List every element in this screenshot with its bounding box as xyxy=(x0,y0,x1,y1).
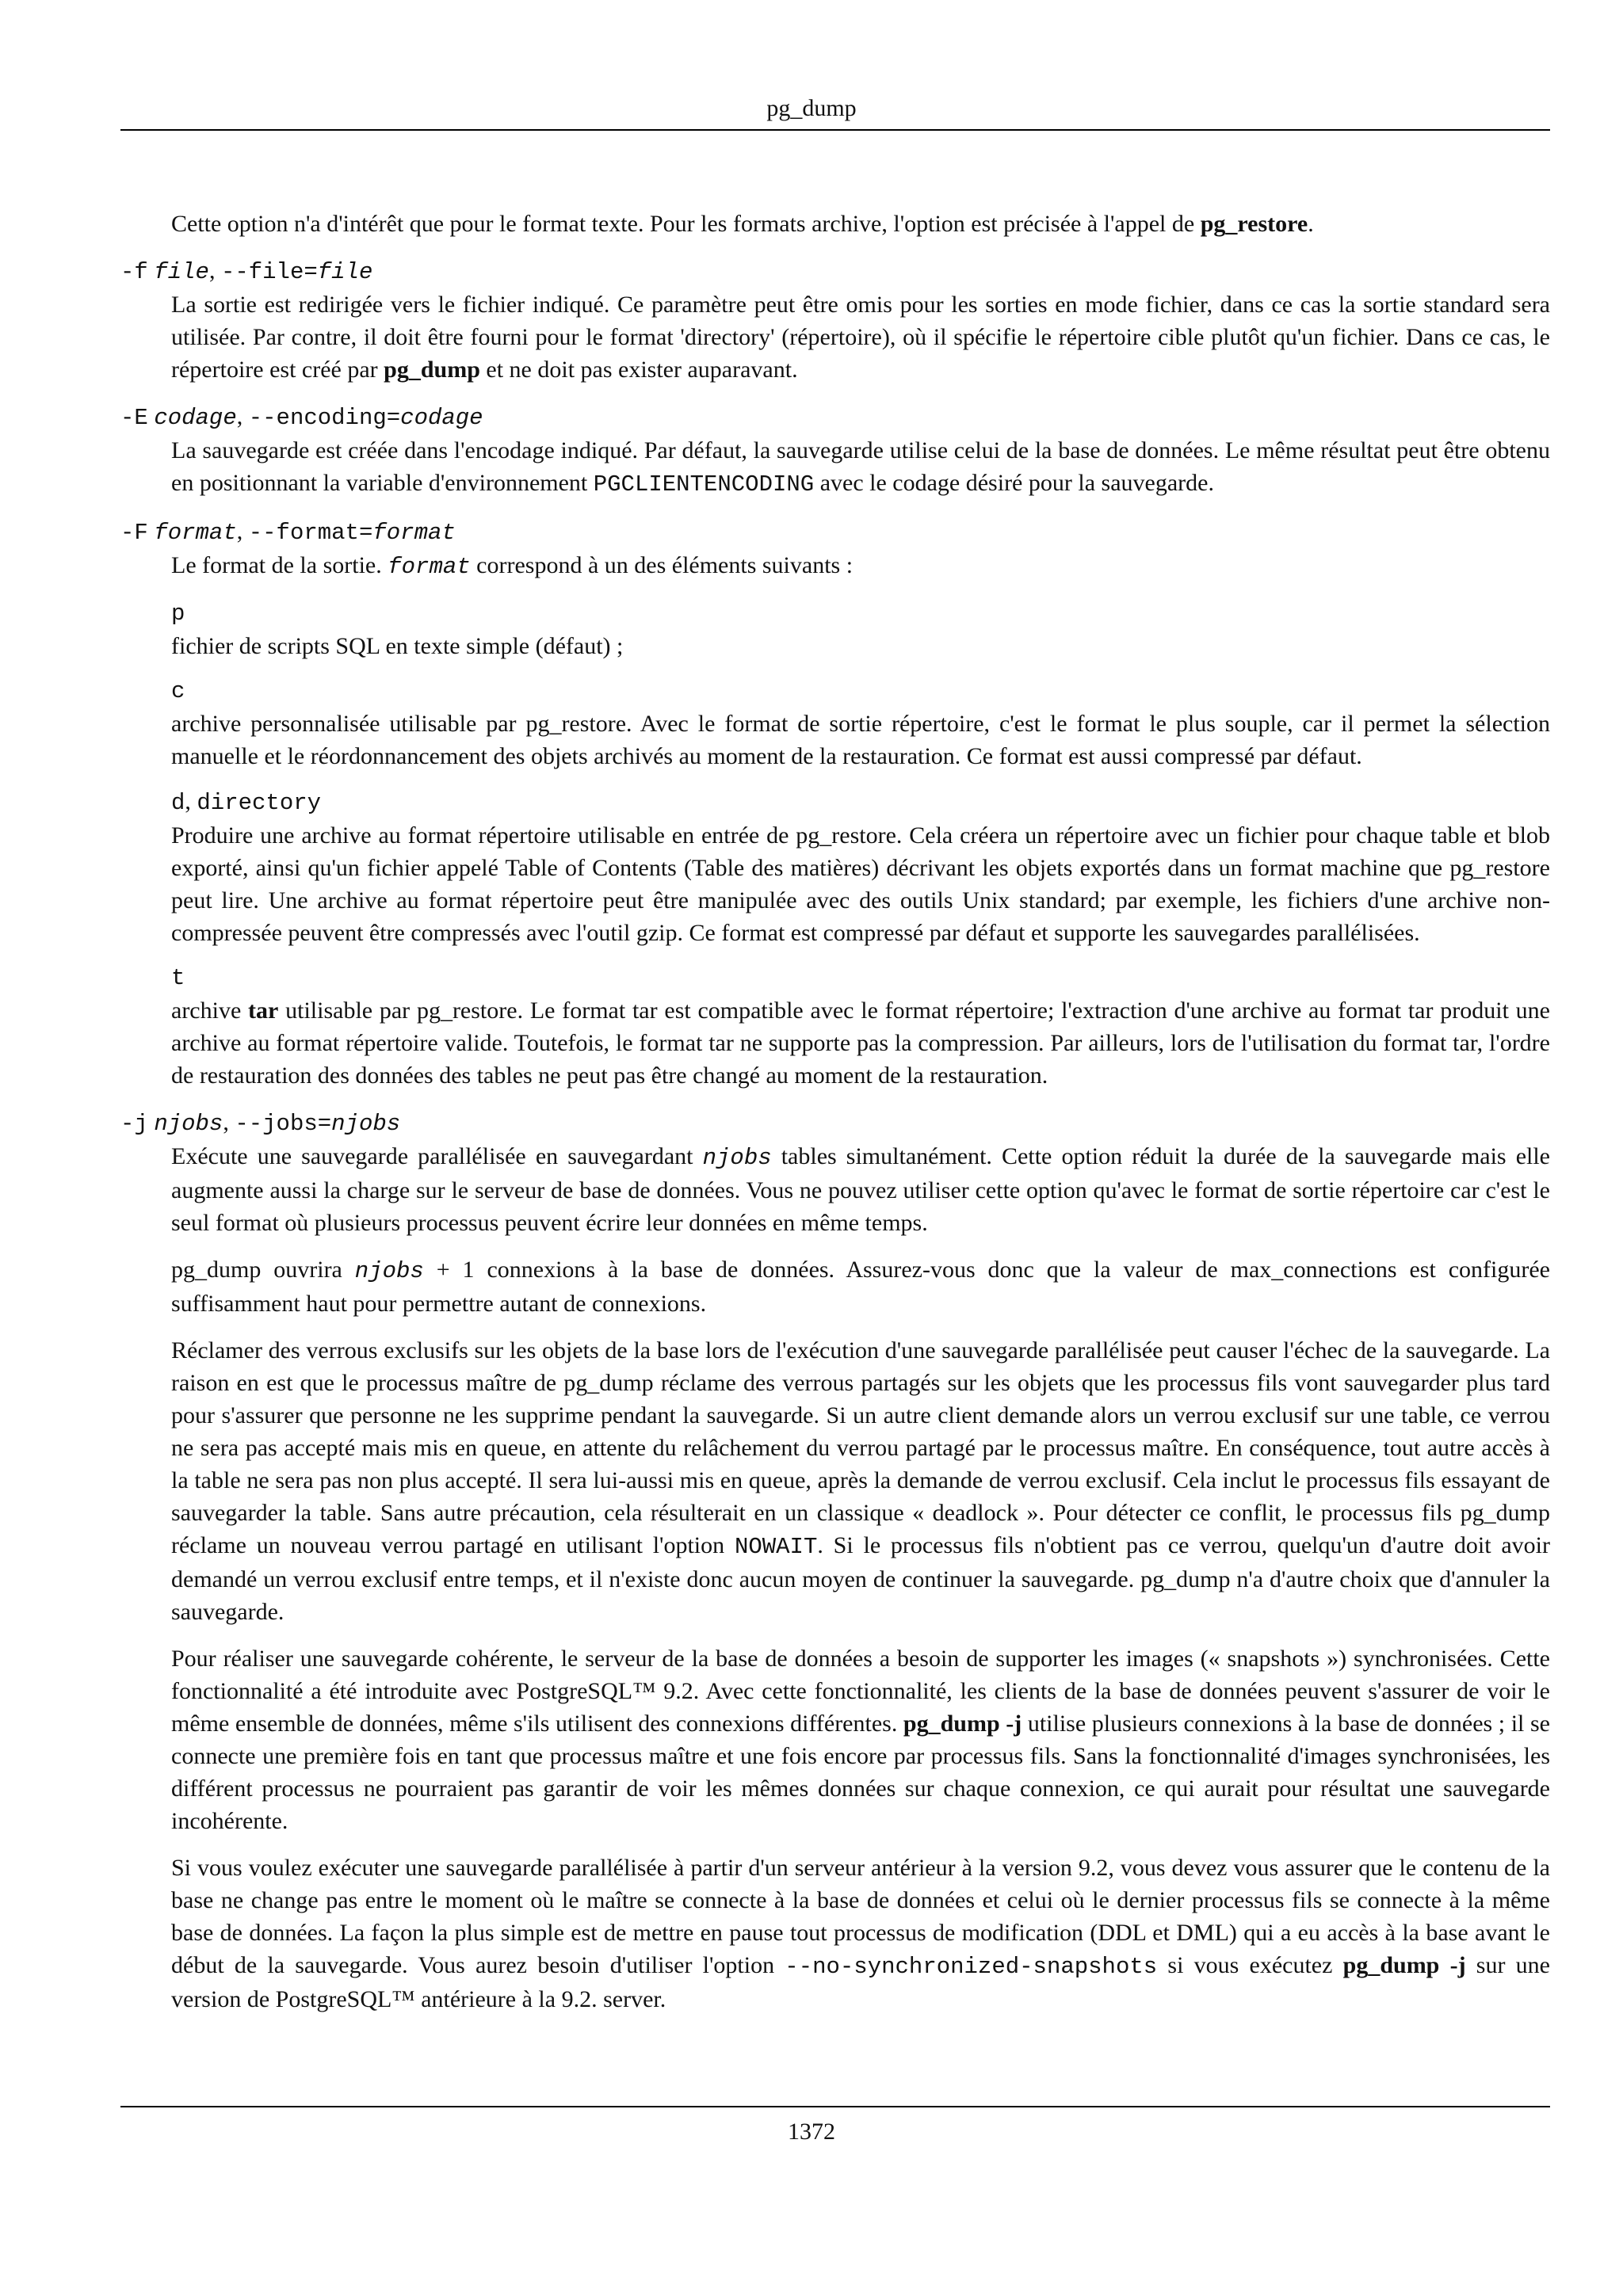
format-p xyxy=(171,597,1550,662)
format-c-code: c xyxy=(171,678,185,704)
format-p-code: p xyxy=(171,601,185,627)
option-j-paragraph-1: Exécute une sauvegarde parallélisée en sauvegardant njobs tables simultanément. Cette option réduit la durée de la sauvegarde mais elle augmente aussi la charge sur le serveur de base de données. Vous ne pouvez utiliser cette option qu'avec le format de sortie répertoire car c'est le seul format où plusieurs processus peuvent écrire leur données en même temps. xyxy=(171,1143,1550,1236)
option-f-description: La sortie est redirigée vers le fichier indiqué. Ce paramètre peut être omis pour les sorties en mode fichier, dans ce cas la sortie standard sera utilisée. Par contre, il doit être fourni pour le format 'directory' (répertoire), où il spécifie le répertoire cible plutôt qu'un fichier. Dans ce cas, le répertoire est créé par pg_dump et ne doit pas exister auparavant. xyxy=(171,292,1550,383)
format-d-code: d, directory xyxy=(171,788,322,816)
format-t-description: archive tar utilisable par pg_restore. Le format tar est compatible avec le format répertoire; l'extraction d'une archive au format tar produit une archive au format répertoire valide. Toutefois, le format tar ne supporte pas la compression. Par ailleurs, lors de l'utilisation du format tar, l'ordre de restauration des données des tables ne peut pas être changé au moment de la restauration. xyxy=(171,997,1550,1089)
intro-paragraph: Cette option n'a d'intérêt que pour le format texte. Pour les formats archive, l'option est précisée à l'appel de pg_restore. xyxy=(171,211,1314,237)
format-p-description: fichier de scripts SQL en texte simple (défaut) ; xyxy=(171,633,624,659)
document-body xyxy=(120,208,1550,2030)
option-f-term: -f file, --file=file xyxy=(120,257,373,285)
option-j-term: -j njobs, --jobs=njobs xyxy=(120,1109,401,1137)
format-c-description: archive personnalisée utilisable par pg_restore. Avec le format de sortie répertoire, c'est le format le plus souple, car il permet la sélection manuelle et le réordonnancement des objets archivés au moment de la restauration. Ce format est aussi compressé par défaut. xyxy=(171,711,1550,769)
option-j-paragraph-5: Si vous voulez exécuter une sauvegarde parallélisée à partir d'un serveur antérieur à la version 9.2, vous devez vous assurer que le contenu de la base ne change pas entre le moment où le maître se connecte à la base de données et celui où le dernier processus fils se connecte à la même base de données. La façon la plus simple est de mettre en pause tout processus de modification (DDL et DML) qui a eu accès à la base avant le début de la sauvegarde. Vous aurez besoin d'utiliser l'option --no-synchronized-snapshots si vous exécutez pg_dump -j sur une version de PostgreSQL™ antérieure à la 9.2. server. xyxy=(171,1855,1550,2012)
option-j-paragraph-3: Réclamer des verrous exclusifs sur les objets de la base lors de l'exécution d'une sauvegarde parallélisée peut causer l'échec de la sauvegarde. La raison en est que le processus maître de pg_dump réclame des verrous partagés sur les objets que les processus fils vont sauvegarder plus tard pour s'assurer que personne ne les supprime pendant la sauvegarde. Si un autre client demande alors un verrou exclusif sur une table, ce verrou ne sera pas accepté mais mis en queue, en attente du relâchement du verrou partagé par le processus maître. En conséquence, tout autre accès à la table ne sera pas non plus accepté. Il sera lui-aussi mis en queue, après la demande de verrou exclusif. Cela inclut le processus fils essayant de sauvegarder la table. Sans autre précaution, cela résulterait en un classique « deadlock ». Pour détecter ce conflit, le processus fils pg_dump réclame un nouveau verrou partagé en utilisant l'option NOWAIT. Si le processus fils n'obtient pas ce verrou, quelqu'un d'autre doit avoir demandé un verrou exclusif entre temps, et il n'existe donc aucun moyen de continuer la sauvegarde. pg_dump n'a d'autre choix que d'annuler la sauvegarde. xyxy=(171,1337,1550,1625)
format-t-code: t xyxy=(171,965,185,991)
page-number: 1372 xyxy=(788,2119,835,2145)
footer-rule xyxy=(120,2106,1550,2107)
option-j-paragraph-2: pg_dump ouvrira njobs + 1 connexions à la base de données. Assurez-vous donc que la valeur de max_connections est configurée suffisamment haut pour permettre autant de connexions. xyxy=(171,1257,1550,1317)
option-E-description: La sauvegarde est créée dans l'encodage indiqué. Par défaut, la sauvegarde utilise celui de la base de données. Le même résultat peut être obtenu en positionnant la variable d'environnement PGCLIENTENCODING avec le codage désiré pour la sauvegarde. xyxy=(171,437,1550,498)
header-rule xyxy=(120,129,1550,131)
format-t xyxy=(171,962,1550,1092)
format-c xyxy=(171,675,1550,772)
option-E-term: -E codage, --encoding=codage xyxy=(120,403,483,431)
option-F-description: Le format de la sortie. format correspond à un des éléments suivants : xyxy=(171,552,854,580)
format-d-description: Produire une archive au format répertoire utilisable en entrée de pg_restore. Cela créera un répertoire avec un fichier pour chaque table et blob exporté, ainsi qu'un fichier appelé Table of Contents (Table des matières) décrivant les objets exportés dans un format machine que pg_restore peut lire. Une archive au format répertoire peut être manipulée avec des outils Unix standard; par exemple, les fichiers d'une archive non-compressée peuvent être compressés avec l'outil gzip. Ce format est compressé par défaut et supporte les sauvegardes parallélisées. xyxy=(171,822,1550,946)
option-j-paragraph-4: Pour réaliser une sauvegarde cohérente, le serveur de la base de données a besoin de supporter les images (« snapshots ») synchronisées. Cette fonctionnalité a été introduite avec PostgreSQL™ 9.2. Avec cette fonctionnalité, les clients de la base de données peuvent s'assurer de voir le même ensemble de données, même s'ils utilisent des connexions différentes. pg_dump -j utilise plusieurs connexions à la base de données ; il se connecte une première fois en tant que processus maître et une fois encore par processus fils. Sans la fonctionnalité d'images synchronisées, les différent processus ne pourraient pas garantir de voir les mêmes données sur chaque connexion, ce qui aurait pour résultat une sauvegarde incohérente. xyxy=(171,1646,1550,1834)
option-F-term: -F format, --format=format xyxy=(120,518,456,546)
option-f xyxy=(120,254,1550,386)
option-F xyxy=(120,515,1550,1092)
page-header-title: pg_dump xyxy=(766,95,857,121)
option-j xyxy=(120,1106,1550,2016)
option-E xyxy=(120,400,1550,501)
format-d xyxy=(171,785,1550,949)
